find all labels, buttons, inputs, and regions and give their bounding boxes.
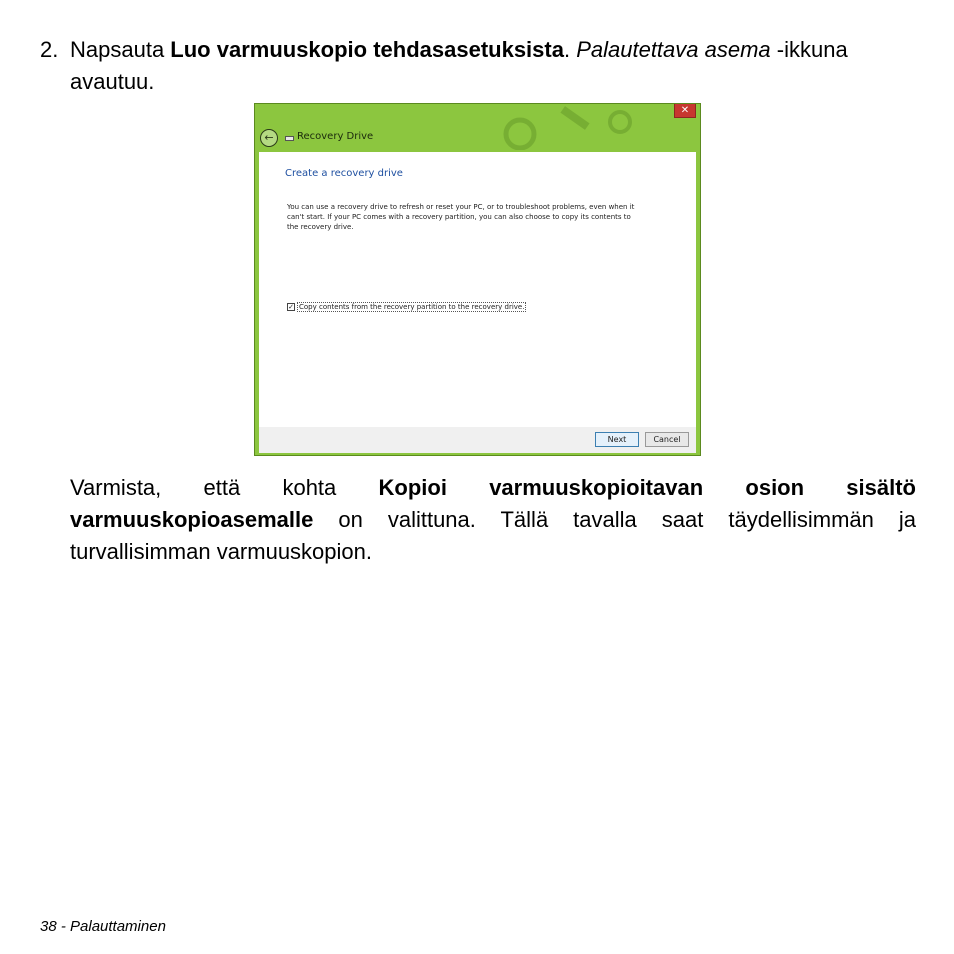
copy-contents-checkbox[interactable]: ✓	[288, 303, 294, 311]
drive-icon	[285, 136, 294, 141]
close-button[interactable]: ✕	[674, 104, 696, 118]
step-instruction	[40, 34, 916, 98]
copy-contents-label[interactable]: Copy contents from the recovery partition to the recovery drive.	[299, 303, 525, 311]
window-title: Recovery Drive	[297, 131, 374, 142]
recovery-drive-window	[254, 103, 701, 456]
step-text-mid: .	[563, 37, 577, 62]
back-arrow-icon[interactable]: ←	[260, 129, 278, 147]
step-text-italic: Palautettava asema	[576, 37, 771, 62]
step-text-post: -ikkuna avautuu.	[70, 37, 848, 94]
background-decoration-icon	[460, 104, 660, 150]
step-number: 2.	[40, 37, 59, 62]
paragraph-bold: Kopioi varmuuskopioitavan osion sisältö varmuuskopioasemalle	[70, 475, 916, 532]
paragraph-post: on valittuna. Tällä tavalla saat täydellisimmän ja turvallisimman varmuuskopion.	[70, 507, 916, 564]
verification-paragraph	[70, 472, 916, 568]
paragraph-pre: Varmista, että kohta	[70, 475, 379, 500]
page-footer: 38 - Palauttaminen	[40, 918, 166, 935]
dialog-heading: Create a recovery drive	[285, 168, 403, 179]
step-text-bold: Luo varmuuskopio tehdasasetuksista	[170, 37, 564, 62]
dialog-description: You can use a recovery drive to refresh or reset your PC, or to troubleshoot problems, even when it can't start. If your PC comes with a recovery partition, you can also choose to copy its contents to the recovery drive.	[287, 203, 635, 231]
window-content	[259, 152, 696, 427]
next-button[interactable]: Next	[595, 432, 639, 447]
copy-contents-option[interactable]	[287, 302, 526, 312]
step-text-pre: Napsauta	[70, 37, 171, 62]
cancel-button[interactable]: Cancel	[645, 432, 689, 447]
step-text	[70, 34, 916, 98]
window-footer	[259, 427, 696, 453]
